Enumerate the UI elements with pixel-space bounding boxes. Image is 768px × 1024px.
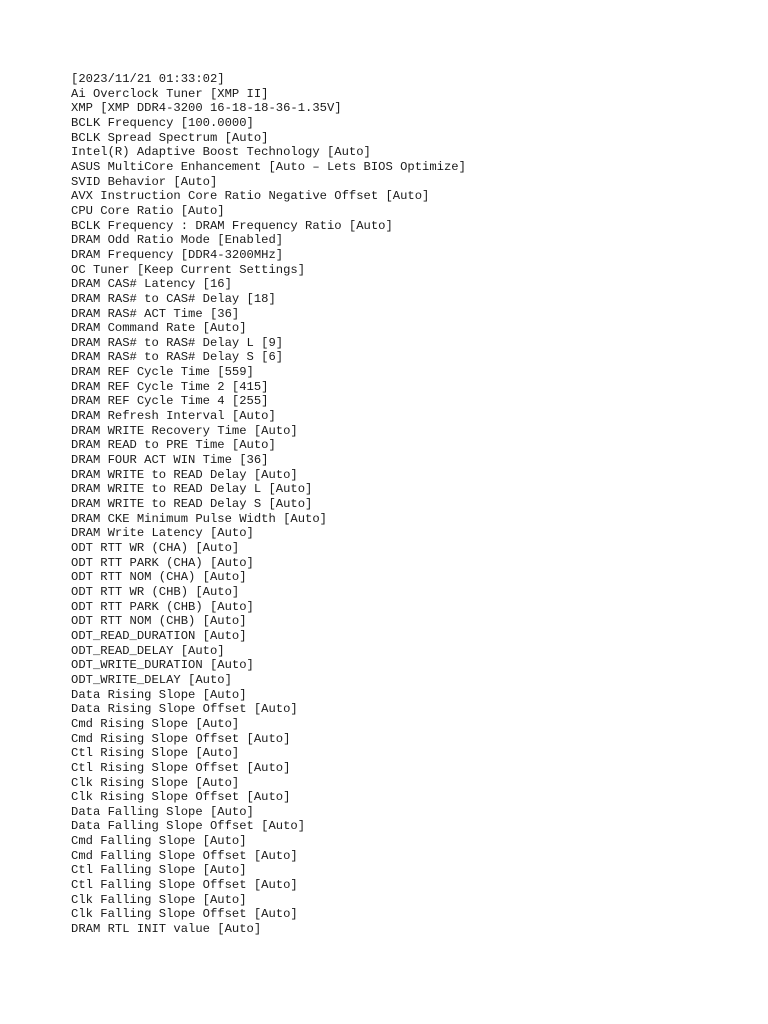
setting-line: Ctl Falling Slope [Auto] <box>71 863 247 878</box>
setting-line: ODT RTT PARK (CHA) [Auto] <box>71 555 254 570</box>
setting-line: Clk Falling Slope [Auto] <box>71 892 247 907</box>
setting-line: DRAM REF Cycle Time 2 [415] <box>71 379 269 394</box>
setting-line: DRAM CKE Minimum Pulse Width [Auto] <box>71 511 327 526</box>
setting-line: XMP [XMP DDR4-3200 16-18-18-36-1.35V] <box>71 101 342 116</box>
setting-line: Cmd Rising Slope [Auto] <box>71 716 240 731</box>
setting-line: DRAM WRITE to READ Delay L [Auto] <box>71 482 313 497</box>
setting-line: DRAM WRITE Recovery Time [Auto] <box>71 423 298 438</box>
setting-line: DRAM REF Cycle Time [559] <box>71 365 254 380</box>
setting-line: SVID Behavior [Auto] <box>71 174 218 189</box>
setting-line: Clk Falling Slope Offset [Auto] <box>71 907 298 922</box>
setting-line: DRAM Odd Ratio Mode [Enabled] <box>71 233 284 248</box>
setting-line: DRAM FOUR ACT WIN Time [36] <box>71 453 269 468</box>
setting-line: ODT_WRITE_DURATION [Auto] <box>71 658 254 673</box>
setting-line: Intel(R) Adaptive Boost Technology [Auto] <box>71 145 371 160</box>
setting-line: ODT_READ_DURATION [Auto] <box>71 628 247 643</box>
setting-line: Ctl Rising Slope Offset [Auto] <box>71 760 291 775</box>
setting-line: DRAM RAS# to RAS# Delay L [9] <box>71 335 284 350</box>
setting-line: BCLK Spread Spectrum [Auto] <box>71 130 269 145</box>
setting-line: DRAM RAS# to CAS# Delay [18] <box>71 291 276 306</box>
setting-line: Ai Overclock Tuner [XMP II] <box>71 86 269 101</box>
setting-line: BCLK Frequency : DRAM Frequency Ratio [Auto] <box>71 218 393 233</box>
setting-line: Clk Rising Slope Offset [Auto] <box>71 790 291 805</box>
setting-line: DRAM REF Cycle Time 4 [255] <box>71 394 269 409</box>
setting-line: Cmd Falling Slope Offset [Auto] <box>71 848 298 863</box>
setting-line: DRAM CAS# Latency [16] <box>71 277 232 292</box>
setting-line: DRAM WRITE to READ Delay S [Auto] <box>71 497 313 512</box>
setting-line: ODT RTT PARK (CHB) [Auto] <box>71 599 254 614</box>
setting-line: AVX Instruction Core Ratio Negative Offset [Auto] <box>71 189 430 204</box>
setting-line: CPU Core Ratio [Auto] <box>71 203 225 218</box>
setting-line: ODT_WRITE_DELAY [Auto] <box>71 672 232 687</box>
setting-line: Clk Rising Slope [Auto] <box>71 775 240 790</box>
setting-line: DRAM Refresh Interval [Auto] <box>71 409 276 424</box>
setting-line: Cmd Falling Slope [Auto] <box>71 834 247 849</box>
bios-settings-log <box>71 72 768 937</box>
setting-line: DRAM Command Rate [Auto] <box>71 321 247 336</box>
setting-line: ODT RTT NOM (CHA) [Auto] <box>71 570 247 585</box>
setting-line: Data Rising Slope Offset [Auto] <box>71 702 298 717</box>
setting-line: Data Rising Slope [Auto] <box>71 687 247 702</box>
setting-line: Ctl Falling Slope Offset [Auto] <box>71 878 298 893</box>
setting-line: ASUS MultiCore Enhancement [Auto – Lets BIOS Optimize] <box>71 159 466 174</box>
setting-line: ODT RTT WR (CHA) [Auto] <box>71 541 240 555</box>
setting-line: Data Falling Slope [Auto] <box>71 804 254 819</box>
log-timestamp: [2023/11/21 01:33:02] <box>71 72 225 86</box>
setting-line: DRAM Write Latency [Auto] <box>71 526 254 541</box>
setting-line: DRAM Frequency [DDR4-3200MHz] <box>71 247 284 262</box>
setting-line: DRAM READ to PRE Time [Auto] <box>71 438 276 453</box>
setting-line: Data Falling Slope Offset [Auto] <box>71 819 306 834</box>
setting-line: Cmd Rising Slope Offset [Auto] <box>71 731 291 746</box>
setting-line: DRAM RAS# ACT Time [36] <box>71 306 240 321</box>
setting-line: ODT RTT WR (CHB) [Auto] <box>71 584 240 599</box>
setting-line: OC Tuner [Keep Current Settings] <box>71 262 306 277</box>
setting-line: ODT_READ_DELAY [Auto] <box>71 643 225 658</box>
setting-line: BCLK Frequency [100.0000] <box>71 115 254 130</box>
setting-line: ODT RTT NOM (CHB) [Auto] <box>71 614 247 629</box>
setting-line: DRAM RTL INIT value [Auto] <box>71 922 262 937</box>
document-page <box>71 72 768 937</box>
setting-line: DRAM WRITE to READ Delay [Auto] <box>71 467 298 482</box>
setting-line: Ctl Rising Slope [Auto] <box>71 746 240 761</box>
setting-line: DRAM RAS# to RAS# Delay S [6] <box>71 350 284 365</box>
